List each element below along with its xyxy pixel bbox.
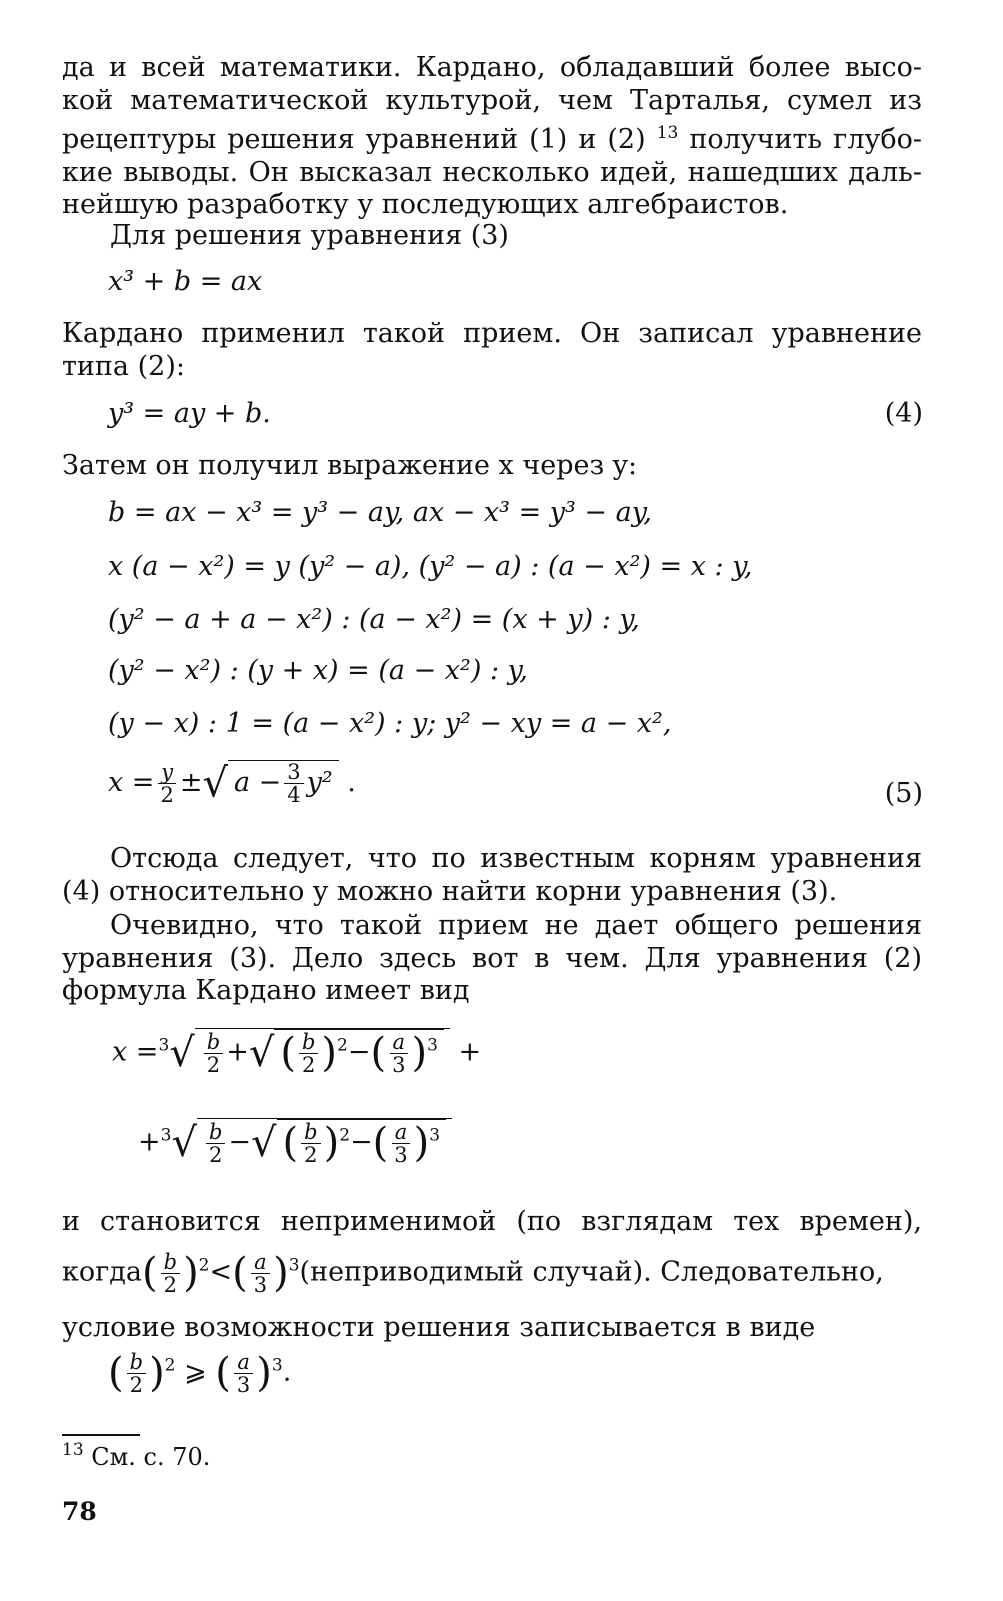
derivation-line-4: (y² − x²) : (y + x) = (a − x²) : y, [108,655,528,686]
equation-4-number: (4) [884,398,923,429]
equation-4: y³ = ay + b. [108,398,271,429]
derivation-line-3: (y² − a + a − x²) : (a − x²) = (x + y) : y, [108,604,640,635]
paragraph-obviously: Очевидно, что такой прием не дает общего решения уравнения (3). Дело здесь вот в чем. Для уравнения (2) формула Кардано имеет вид [62,910,922,1006]
equation-5: x = $\frac{y}{2}$ ±√ a − $\frac{3}{4}$ y² . [108,760,356,807]
footnote-ref: 13 [656,123,679,143]
paragraph-intro: да и всей математики. Кардано, обладавший более высо- кой математической культурой, чем Тарталья, сумел из рецептуры решения уравнений (1) и (2) $^{13}$ получить глубо- кие выводы. Он высказал несколько идей, нашедших даль- нейшую разработку у последующих алгебраистов. [62,52,922,220]
equation-3: x³ + b = ax [108,266,263,297]
paragraph-express-x: Затем он получил выражение x через y: [62,450,638,481]
paragraph-method: Кардано применил такой прием. Он записал уравнение типа (2): [62,318,922,382]
derivation-line-2: x (a − x²) = y (y² − a), (y² − a) : (a − x²) = x : y, [108,551,753,582]
solvability-condition: ( $\frac{b}{2}$ )$^2$ ⩾ ( $\frac{a}{3}$ )$^3$. [108,1349,292,1397]
footnote: $^{13}$ См. с. 70. [62,1440,211,1471]
irreducible-case-line: когда( $\frac{b}{2}$ )$^2$<( $\frac{a}{3}$ )$^3$(неприводимый случай). Следовательно, [62,1249,884,1297]
footnote-rule [62,1434,140,1436]
page-number: 78 [62,1497,97,1526]
derivation-line-1: b = ax − x³ = y³ − ay, ax − x³ = y³ − ay, [108,497,652,528]
derivation-line-5: (y − x) : 1 = (a − x²) : y; y² − xy = a − x², [108,708,672,739]
paragraph-irreducible: и становится неприменимой (по взглядам тех времен), [62,1206,922,1237]
paragraph-eq3-intro: Для решения уравнения (3) [110,220,509,251]
paragraph-condition: условие возможности решения записывается в виде [62,1312,816,1343]
cardano-formula-line-2: +$^3$√ $\frac{b}{2}$ −√ ( $\frac{b}{2}$ )$^2$−( $\frac{a}{3}$ )$^3$ [138,1118,452,1166]
equation-5-number: (5) [884,778,923,809]
cardano-formula-line-1: x =$^3$√ $\frac{b}{2}$ +√ ( $\frac{b}{2}$ )$^2$−( $\frac{a}{3}$ )$^3$ + [112,1029,482,1077]
paragraph-consequence: Отсюда следует, что по известным корням уравнения (4) относительно y можно найти корни уравнения (3). [62,843,922,907]
